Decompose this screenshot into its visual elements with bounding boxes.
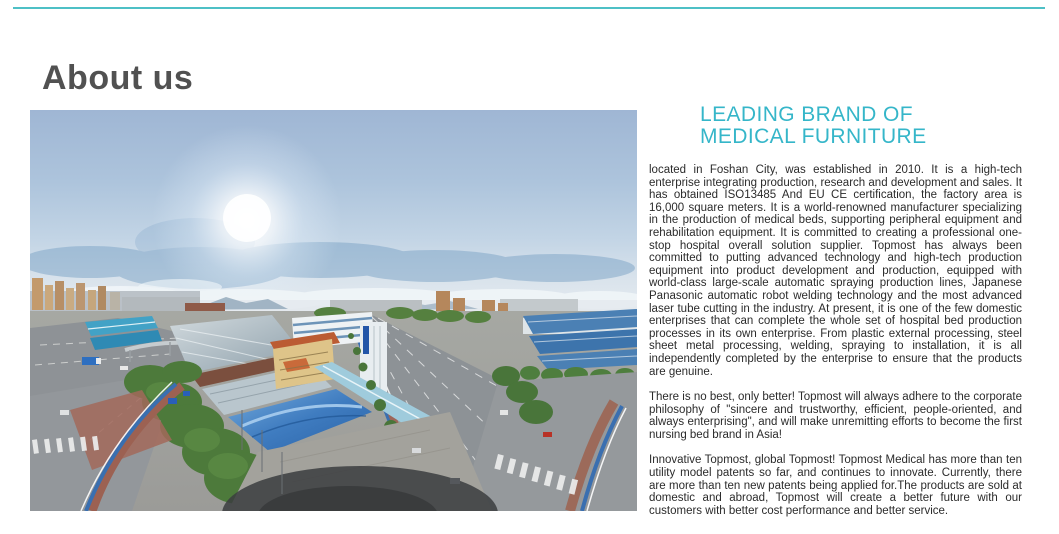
factory-panorama-photo [30,110,637,511]
article-paragraph-1: located in Foshan City, was established in 2010. It is a high-tech enterprise integrating production, research and development and sales. It has obtained ISO13485 And EU CE certification, the factory area is 16,000 square meters. It is a world-renowned manufacturer specializing in the production of medical beds, supporting peripheral equipment and rehabilitation equipment. It is committed to creating a professional one-stop hospital overall solution supplier. Topmost has always been committed to putting advanced technology and high-tech production equipment into product development and production, equipped with world-class large-scale automatic spraying production lines, Japanese Panasonic automatic robot welding technology and the most advanced laser tube cutting in the industry. At present, it is one of the few domestic enterprises that can complete the whole set of hospital bed production processes in its own enterprise. From plastic external processing, steel sheet metal processing, welding, spraying to installation, it is all independently completed by the enterprise to ensure that the products are genuine. [649,164,1022,378]
page-title: About us [42,58,194,97]
panorama-illustration [30,110,637,511]
article-paragraph-2: There is no best, only better! Topmost will always adhere to the corporate philosophy of "sincere and trustworthy, efficient, people-oriented, and always enterprising", and will make unremitting efforts to become the first nursing bed brand in Asia! [649,391,1022,441]
article-heading-line1: LEADING BRAND OF [700,103,913,126]
article-paragraph-3: Innovative Topmost, global Topmost! Topmost Medical has more than ten utility model patents so far, and continues to innovate. Currently, there are more than ten new patents being applied for.The products are sold at domestic and abroad, Topmost will create a better future with our customers with better cost performance and better service. [649,454,1022,517]
about-article [649,104,1022,517]
article-heading [700,104,1022,148]
article-body [649,164,1022,517]
top-accent-line [13,7,1045,9]
article-heading-line2: MEDICAL FURNITURE [700,125,927,148]
